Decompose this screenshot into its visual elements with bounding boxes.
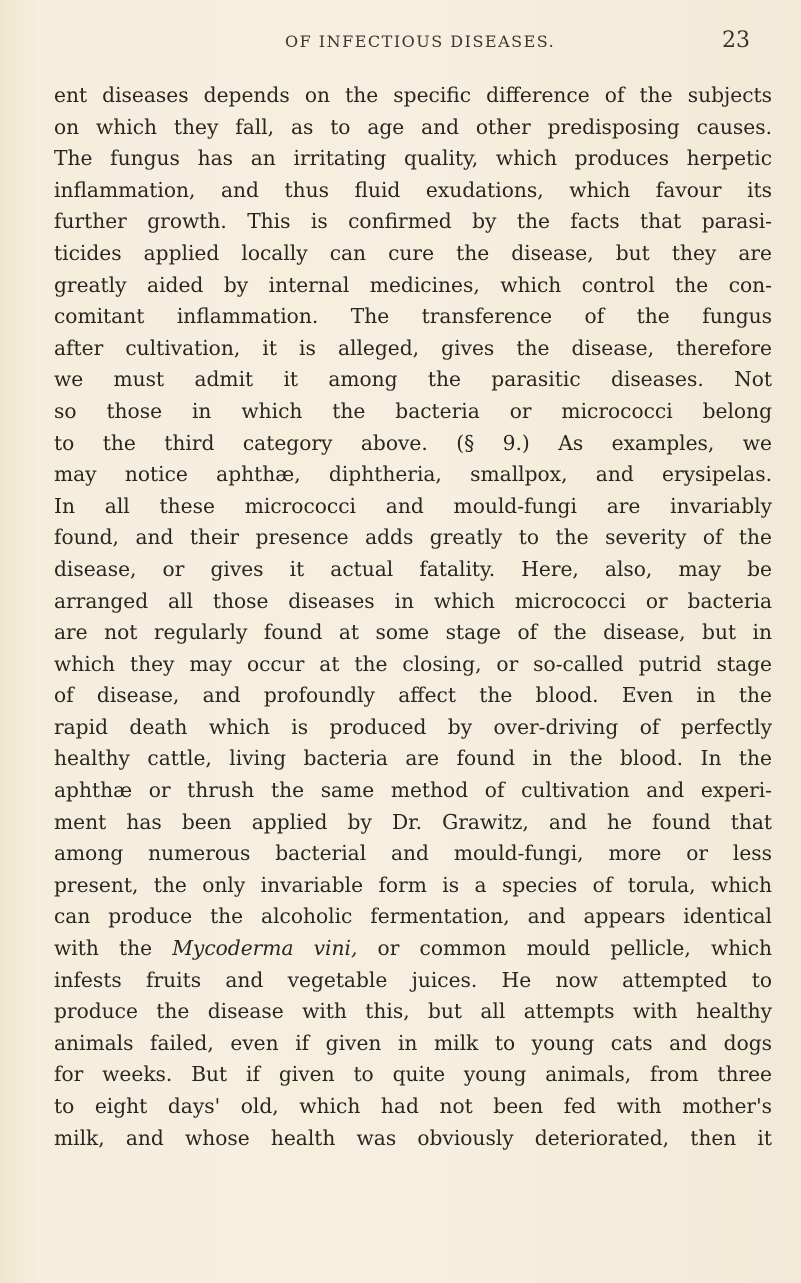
text-line: further growth. This is confirmed by the facts that parasi- <box>54 209 772 234</box>
line-text-before: with the <box>54 936 173 961</box>
text-line: disease, or gives it actual fatality. Here, also, may be <box>54 556 772 581</box>
page-header <box>0 28 801 58</box>
text-line: may notice aphthæ, diphtheria, smallpox, and erysipelas. <box>54 462 772 487</box>
text-line: rapid death which is produced by over-driving of perfectly <box>54 714 772 739</box>
text-line: produce the disease with this, but all attempts with healthy <box>54 999 772 1024</box>
text-line-with-italic <box>54 933 772 965</box>
text-line: after cultivation, it is alleged, gives the disease, therefore <box>54 335 772 360</box>
text-line: on which they fall, as to age and other predisposing causes. <box>54 114 772 139</box>
text-line: ticides applied locally can cure the disease, but they are <box>54 240 772 265</box>
text-line: comitant inflammation. The transference of the fungus <box>54 304 772 329</box>
text-line: we must admit it among the parasitic diseases. Not <box>54 367 772 392</box>
text-line: to the third category above. (§ 9.) As examples, we <box>54 430 772 455</box>
text-line: healthy cattle, living bacteria are found in the blood. In the <box>54 746 772 771</box>
text-line: In all these micrococci and mould-fungi are invariably <box>54 493 772 518</box>
text-line: ent diseases depends on the specific difference of the subjects <box>54 83 772 107</box>
body-text <box>54 80 772 1154</box>
text-line: so those in which the bacteria or micrococci belong <box>54 398 772 423</box>
text-line: of disease, and profoundly affect the blood. Even in the <box>54 683 772 708</box>
text-line: ment has been applied by Dr. Grawitz, and he found that <box>54 809 772 834</box>
line-text-after: or common mould pellicle, which <box>357 936 772 961</box>
page-number: 23 <box>722 28 750 53</box>
text-line: found, and their presence adds greatly to the severity of the <box>54 525 772 550</box>
text-line: among numerous bacterial and mould-fungi, more or less <box>54 841 772 866</box>
text-line: to eight days' old, which had not been fed with mother's <box>54 1094 772 1118</box>
running-head: OF INFECTIOUS DISEASES. <box>285 32 556 51</box>
text-line: animals failed, even if given in milk to young cats and dogs <box>54 1030 772 1055</box>
text-line: for weeks. But if given to quite young animals, from three <box>54 1062 772 1087</box>
text-line: The fungus has an irritating quality, which produces herpetic <box>54 146 772 171</box>
text-line: milk, and whose health was obviously deteriorated, then it <box>54 1125 772 1150</box>
text-line: can produce the alcoholic fermentation, and appears identical <box>54 904 772 929</box>
text-line: are not regularly found at some stage of the disease, but in <box>54 620 772 645</box>
text-line: arranged all those diseases in which micrococci or bacteria <box>54 588 772 613</box>
text-line: present, the only invariable form is a species of torula, which <box>54 872 772 897</box>
species-name: Mycoderma vini, <box>172 936 358 961</box>
text-line: aphthæ or thrush the same method of cultivation and experi- <box>54 778 772 803</box>
text-line: infests fruits and vegetable juices. He now attempted to <box>54 967 772 992</box>
text-line: greatly aided by internal medicines, which control the con- <box>54 272 772 297</box>
text-line: which they may occur at the closing, or so-called putrid stage <box>54 651 772 676</box>
text-line: inflammation, and thus fluid exudations, which favour its <box>54 177 772 202</box>
